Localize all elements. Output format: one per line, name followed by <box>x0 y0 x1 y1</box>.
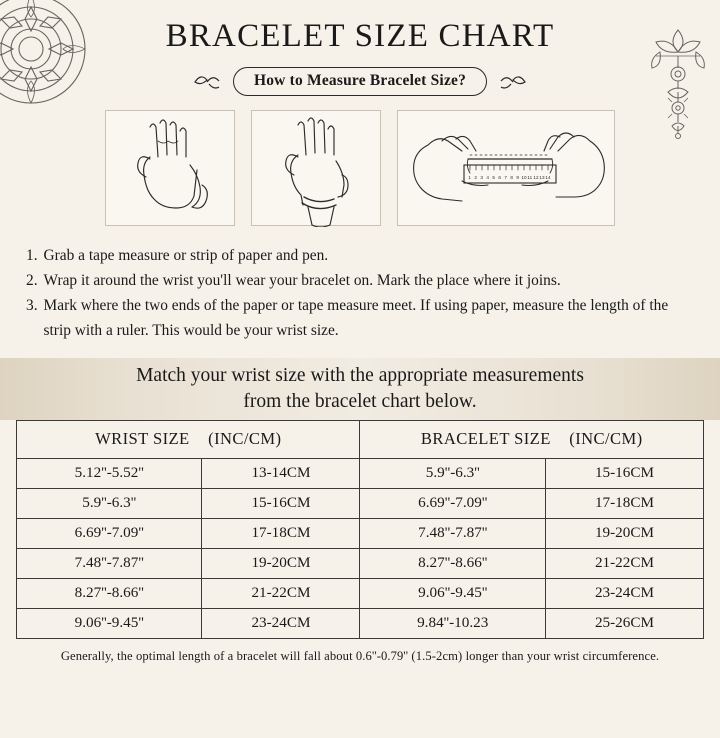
table-row <box>17 458 704 488</box>
illustration-panels <box>0 110 720 226</box>
flourish-right-icon <box>497 71 527 93</box>
step-text: Grab a tape measure or strip of paper and pen. <box>43 247 329 264</box>
svg-text:11: 11 <box>527 175 533 180</box>
cell-bracelet-cm: 19-20CM <box>545 518 703 548</box>
hand-with-tape-strip-icon <box>106 111 236 227</box>
match-instruction-band <box>0 358 720 420</box>
illustration-panel-2 <box>251 110 381 226</box>
cell-bracelet-cm: 23-24CM <box>545 578 703 608</box>
cell-wrist-inch: 9.06''-9.45'' <box>17 608 202 638</box>
step-number: 3. <box>26 296 38 314</box>
cell-bracelet-inch: 5.9''-6.3'' <box>360 458 545 488</box>
svg-text:1: 1 <box>468 175 471 180</box>
table-row <box>17 608 704 638</box>
table-header-row <box>17 420 704 458</box>
illustration-panel-1 <box>105 110 235 226</box>
match-line-1: Match your wrist size with the appropriate measurements <box>136 364 584 386</box>
table-row <box>17 548 704 578</box>
header-wrist-size <box>17 420 360 458</box>
svg-text:4: 4 <box>486 175 489 180</box>
svg-text:5: 5 <box>492 175 495 180</box>
size-table-wrapper <box>16 420 704 639</box>
svg-text:13: 13 <box>539 175 545 180</box>
hands-measuring-strip-with-ruler-icon <box>398 111 616 227</box>
svg-text:3: 3 <box>480 175 483 180</box>
svg-text:7: 7 <box>504 175 507 180</box>
svg-text:8: 8 <box>510 175 513 180</box>
svg-text:2: 2 <box>474 175 477 180</box>
svg-text:12: 12 <box>533 175 539 180</box>
svg-text:10: 10 <box>521 175 527 180</box>
measure-steps-list <box>26 244 690 344</box>
cell-bracelet-inch: 7.48''-7.87'' <box>360 518 545 548</box>
list-item <box>26 244 690 269</box>
subtitle-row <box>0 67 720 96</box>
cell-wrist-cm: 15-16CM <box>202 488 360 518</box>
cell-wrist-inch: 6.69''-7.09'' <box>17 518 202 548</box>
svg-text:14: 14 <box>545 175 551 180</box>
table-row <box>17 578 704 608</box>
cell-bracelet-inch: 6.69''-7.09'' <box>360 488 545 518</box>
page-title: BRACELET SIZE CHART <box>165 18 555 54</box>
header-wrist-size-unit: (INC/CM) <box>208 428 282 448</box>
svg-text:9: 9 <box>516 175 519 180</box>
cell-wrist-cm: 17-18CM <box>202 518 360 548</box>
list-item <box>26 294 690 344</box>
bracelet-size-table <box>16 420 704 639</box>
cell-wrist-inch: 5.12''-5.52'' <box>17 458 202 488</box>
cell-bracelet-inch: 9.84''-10.23 <box>360 608 545 638</box>
cell-wrist-inch: 5.9''-6.3'' <box>17 488 202 518</box>
cell-bracelet-inch: 9.06''-9.45'' <box>360 578 545 608</box>
step-text: Wrap it around the wrist you'll wear your bracelet on. Mark the place where it joins. <box>43 271 561 289</box>
header-wrist-size-label: WRIST SIZE <box>95 428 190 448</box>
step-number: 1. <box>26 247 38 264</box>
illustration-panel-3 <box>397 110 615 226</box>
hand-wrapping-wrist-icon <box>252 111 382 227</box>
cell-wrist-inch: 8.27''-8.66'' <box>17 578 202 608</box>
match-line-2: from the bracelet chart below. <box>243 390 477 412</box>
ruler-tick-labels <box>468 175 551 180</box>
cell-wrist-inch: 7.48''-7.87'' <box>17 548 202 578</box>
table-row <box>17 518 704 548</box>
cell-wrist-cm: 23-24CM <box>202 608 360 638</box>
subtitle-pill: How to Measure Bracelet Size? <box>233 67 487 96</box>
cell-bracelet-cm: 25-26CM <box>545 608 703 638</box>
step-text: Mark where the two ends of the paper or tape measure meet. If using paper, measure the length of the strip with a ruler. This would be your wrist size. <box>43 296 669 339</box>
flourish-left-icon <box>193 71 223 93</box>
header-bracelet-size-label: BRACELET SIZE <box>420 428 551 448</box>
cell-wrist-cm: 19-20CM <box>202 548 360 578</box>
cell-bracelet-cm: 15-16CM <box>545 458 703 488</box>
cell-wrist-cm: 13-14CM <box>202 458 360 488</box>
cell-wrist-cm: 21-22CM <box>202 578 360 608</box>
header-bracelet-size-unit: (INC/CM) <box>569 428 643 448</box>
list-item <box>26 269 690 294</box>
header-bracelet-size <box>360 420 704 458</box>
table-row <box>17 488 704 518</box>
svg-text:6: 6 <box>498 175 501 180</box>
cell-bracelet-inch: 8.27''-8.66'' <box>360 548 545 578</box>
cell-bracelet-cm: 17-18CM <box>545 488 703 518</box>
footnote-text: Generally, the optimal length of a bracelet will fall about 0.6''-0.79'' (1.5-2cm) longer than your wrist circumference. <box>60 648 660 663</box>
cell-bracelet-cm: 21-22CM <box>545 548 703 578</box>
step-number: 2. <box>26 271 38 289</box>
